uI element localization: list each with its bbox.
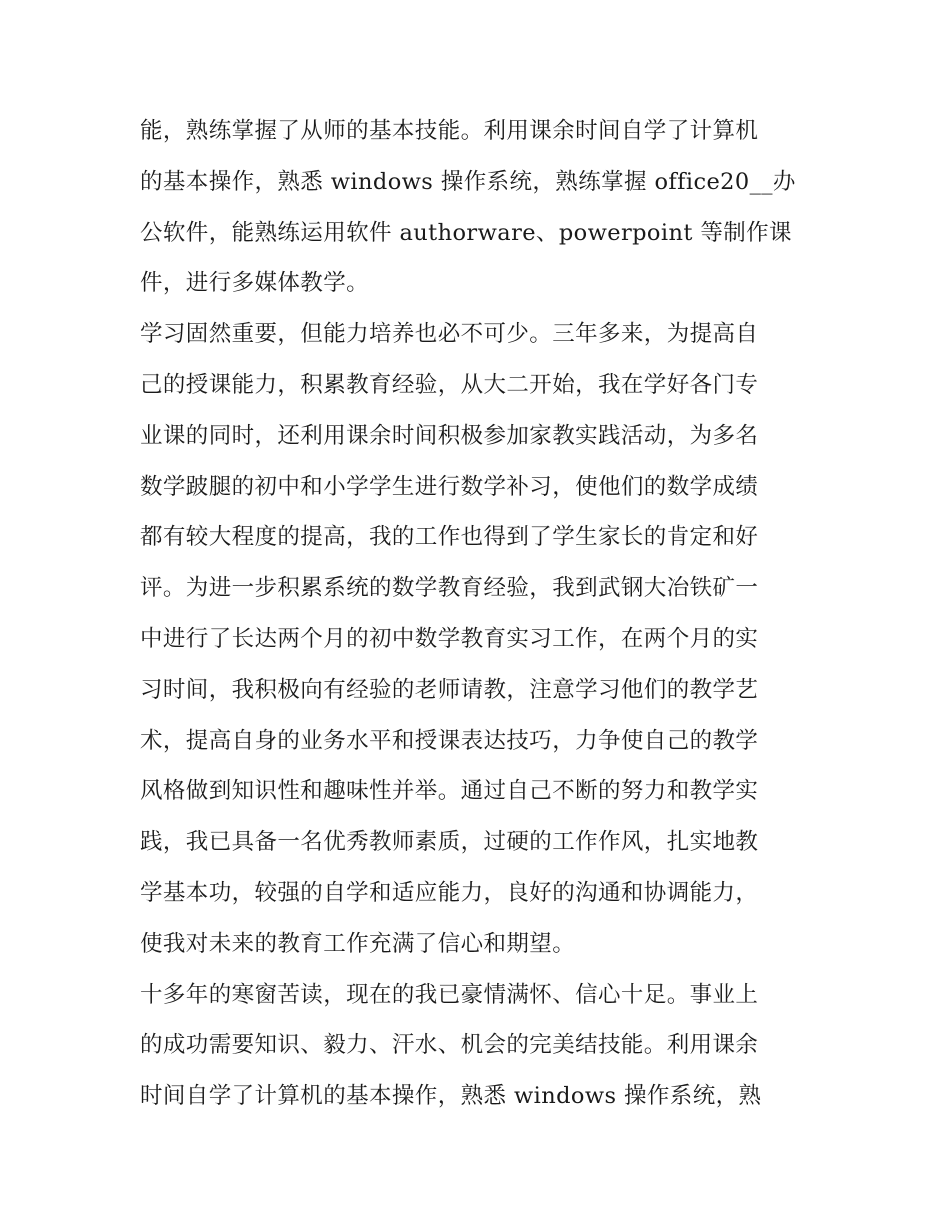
text-line: 十多年的寒窗苦读，现在的我已豪情满怀、信心十足。事业上 (140, 981, 759, 1008)
text-line: 时间自学了计算机的基本操作，熟悉 windows 操作系统，熟 (140, 1083, 762, 1110)
text-line: 都有较大程度的提高，我的工作也得到了学生家长的肯定和好 (140, 524, 759, 551)
text-line: 学习固然重要，但能力培养也必不可少。三年多来，为提高自 (140, 321, 759, 348)
document-body (140, 106, 820, 1122)
text-line: 数学跛腿的初中和小学学生进行数学补习，使他们的数学成绩 (140, 473, 759, 500)
text-line: 业课的同时，还利用课余时间积极参加家教实践活动，为多名 (140, 422, 759, 449)
text-line: 能，熟练掌握了从师的基本技能。利用课余时间自学了计算机 (140, 118, 759, 144)
text-line: 的成功需要知识、毅力、汗水、机会的完美结技能。利用课余 (140, 1032, 759, 1059)
text-line: 术，提高自身的业务水平和授课表达技巧，力争使自己的教学 (140, 727, 759, 754)
text-line: 件，进行多媒体教学。 (140, 270, 370, 297)
text-line: 中进行了长达两个月的初中数学教育实习工作，在两个月的实 (140, 625, 759, 652)
text-line: 的基本操作，熟悉 windows 操作系统，熟练掌握 office20__办 (140, 168, 796, 195)
text-line: 己的授课能力，积累教育经验，从大二开始，我在学好各门专 (140, 371, 759, 398)
text-line: 评。为进一步积累系统的数学教育经验，我到武钢大冶铁矿一 (140, 575, 759, 602)
text-line: 风格做到知识性和趣味性并举。通过自己不断的努力和教学实 (140, 778, 759, 805)
text-line: 习时间，我积极向有经验的老师请教，注意学习他们的教学艺 (140, 676, 759, 703)
text-line: 践，我已具备一名优秀教师素质，过硬的工作作风，扎实地教 (140, 829, 759, 856)
text-line: 使我对未来的教育工作充满了信心和期望。 (140, 930, 576, 957)
text-line: 学基本功，较强的自学和适应能力，良好的沟通和协调能力， (140, 879, 759, 906)
text-line: 公软件，能熟练运用软件 authorware、powerpoint 等制作课 (140, 219, 792, 246)
